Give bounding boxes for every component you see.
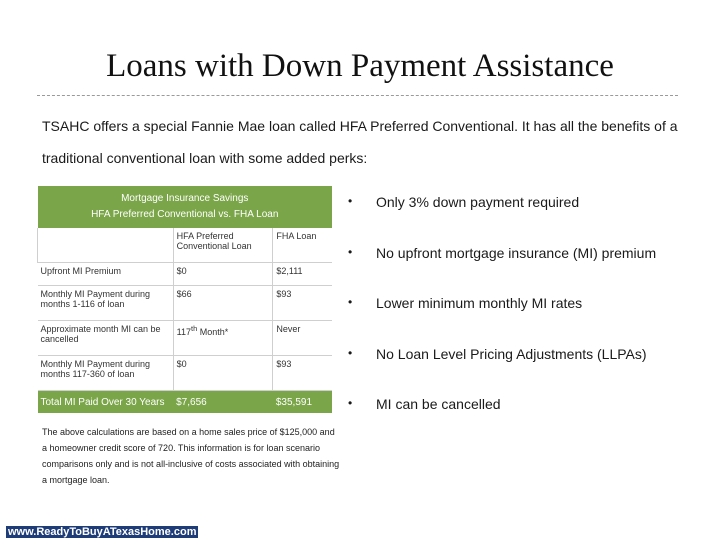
list-item bbox=[348, 388, 708, 439]
website-link[interactable]: www.ReadyToBuyATexasHome.com bbox=[8, 526, 197, 538]
perk-text: No Loan Level Pricing Adjustments (LLPAs) bbox=[376, 345, 647, 362]
hfa-cancel-month-number: 117 bbox=[176, 327, 191, 337]
row-label: Monthly MI Payment during months 1-116 of loan bbox=[38, 286, 174, 321]
row-label: Approximate month MI can be cancelled bbox=[38, 321, 174, 356]
table-header-line2: HFA Preferred Conventional vs. FHA Loan bbox=[91, 209, 279, 220]
perk-text: Lower minimum monthly MI rates bbox=[376, 295, 583, 311]
hfa-cancel-month-text: Month* bbox=[197, 327, 229, 337]
mi-savings-table bbox=[37, 186, 332, 413]
bullet-icon: • bbox=[348, 194, 353, 208]
table-row bbox=[38, 321, 333, 356]
list-item bbox=[348, 287, 708, 338]
row-fha-value: $93 bbox=[273, 356, 332, 391]
table-row bbox=[38, 356, 333, 391]
row-fha-value: $93 bbox=[273, 286, 332, 321]
table-total-row bbox=[38, 391, 333, 414]
intro-paragraph: TSAHC offers a special Fannie Mae loan called HFA Preferred Conventional. It has all the benefits of a traditional conventional loan with some added perks: bbox=[42, 118, 678, 166]
total-hfa-value: $7,656 bbox=[173, 391, 273, 414]
row-fha-value: Never bbox=[273, 321, 332, 356]
row-hfa-value: $66 bbox=[173, 286, 273, 321]
perk-text: No upfront mortgage insurance (MI) premium bbox=[376, 244, 657, 261]
row-label: Upfront MI Premium bbox=[38, 263, 174, 286]
column-header-fha: FHA Loan bbox=[273, 228, 332, 263]
row-fha-value: $2,111 bbox=[273, 263, 332, 286]
column-header-blank bbox=[38, 228, 174, 263]
table-header-cell bbox=[38, 186, 333, 228]
column-header-hfa: HFA Preferred Conventional Loan bbox=[173, 228, 273, 263]
bullet-icon: • bbox=[348, 295, 353, 309]
list-item bbox=[348, 237, 708, 288]
hfa-cancel-month-suffix: th bbox=[190, 324, 198, 333]
table-footnote: The above calculations are based on a home sales price of $125,000 and a homeowner credit score of 720. This information is for loan scenario comparisons only and is not all-inclusive of costs associated with obtaining a mortgage loan. bbox=[42, 427, 340, 485]
table-column-headers bbox=[38, 228, 333, 263]
row-hfa-value: $0 bbox=[173, 263, 273, 286]
bullet-icon: • bbox=[348, 244, 353, 259]
total-label: Total MI Paid Over 30 Years bbox=[38, 391, 174, 414]
bullet-icon: • bbox=[348, 396, 353, 410]
perks-list bbox=[348, 186, 708, 439]
list-item bbox=[348, 186, 708, 237]
total-fha-value: $35,591 bbox=[273, 391, 332, 414]
table-header-line1: Mortgage Insurance Savings bbox=[121, 193, 249, 204]
perk-text: Only 3% down payment required bbox=[376, 194, 580, 210]
list-item bbox=[348, 338, 708, 389]
slide-title: Loans with Down Payment Assistance bbox=[106, 48, 614, 84]
table-row bbox=[38, 263, 333, 286]
row-hfa-value bbox=[173, 321, 273, 356]
table-row bbox=[38, 286, 333, 321]
row-hfa-value: $0 bbox=[173, 356, 273, 391]
table-header bbox=[38, 186, 333, 228]
perk-text: MI can be cancelled bbox=[376, 396, 501, 412]
row-label: Monthly MI Payment during months 117-360 of loan bbox=[38, 356, 174, 391]
bullet-icon: • bbox=[348, 345, 353, 360]
title-divider bbox=[37, 95, 678, 96]
